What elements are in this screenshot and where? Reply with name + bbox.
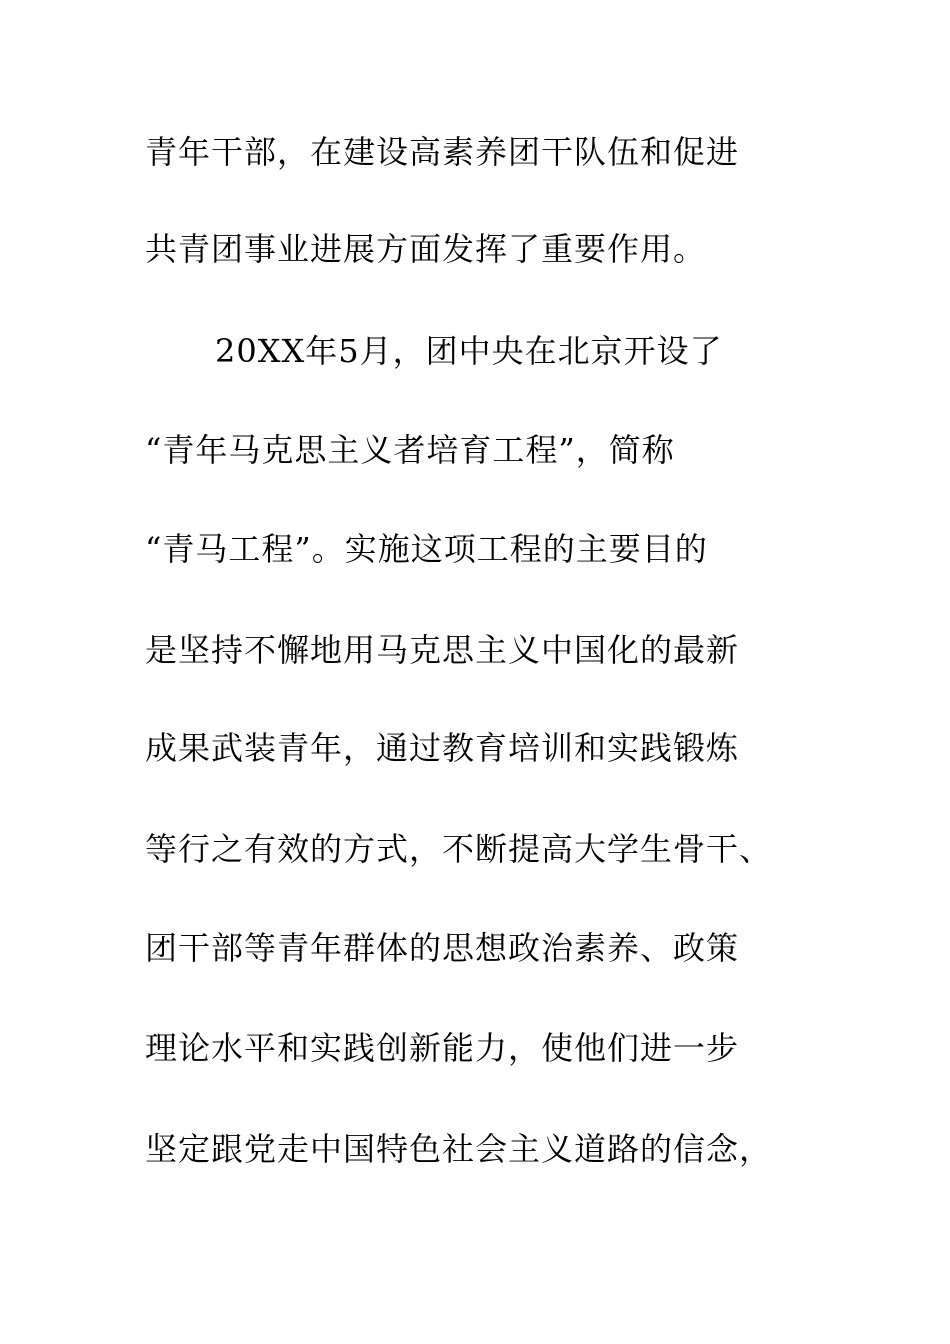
text-line: 团干部等青年群体的思想政治素养、政策 <box>145 929 740 967</box>
text-line: 理论水平和实践创新能力，使他们进一步 <box>145 1029 740 1067</box>
text-line: 成果武装青年，通过教育培训和实践锻炼 <box>145 729 740 767</box>
text-line: 等行之有效的方式，不断提高大学生骨干、 <box>145 830 773 868</box>
text-line: “青年马克思主义者培育工程”，简称 <box>145 431 675 469</box>
paragraph-start-line: 20XX年5月，团中央在北京开设了 <box>215 332 723 370</box>
text-line: 坚定跟党走中国特色社会主义道路的信念， <box>145 1130 773 1168</box>
text-line: 共青团事业进展方面发挥了重要作用。 <box>145 230 707 268</box>
text-line: 青年干部，在建设高素养团干队伍和促进 <box>145 133 740 171</box>
text-line: 是坚持不懈地用马克思主义中国化的最新 <box>145 631 740 669</box>
text-line: “青马工程”。实施这项工程的主要目的 <box>145 530 708 568</box>
